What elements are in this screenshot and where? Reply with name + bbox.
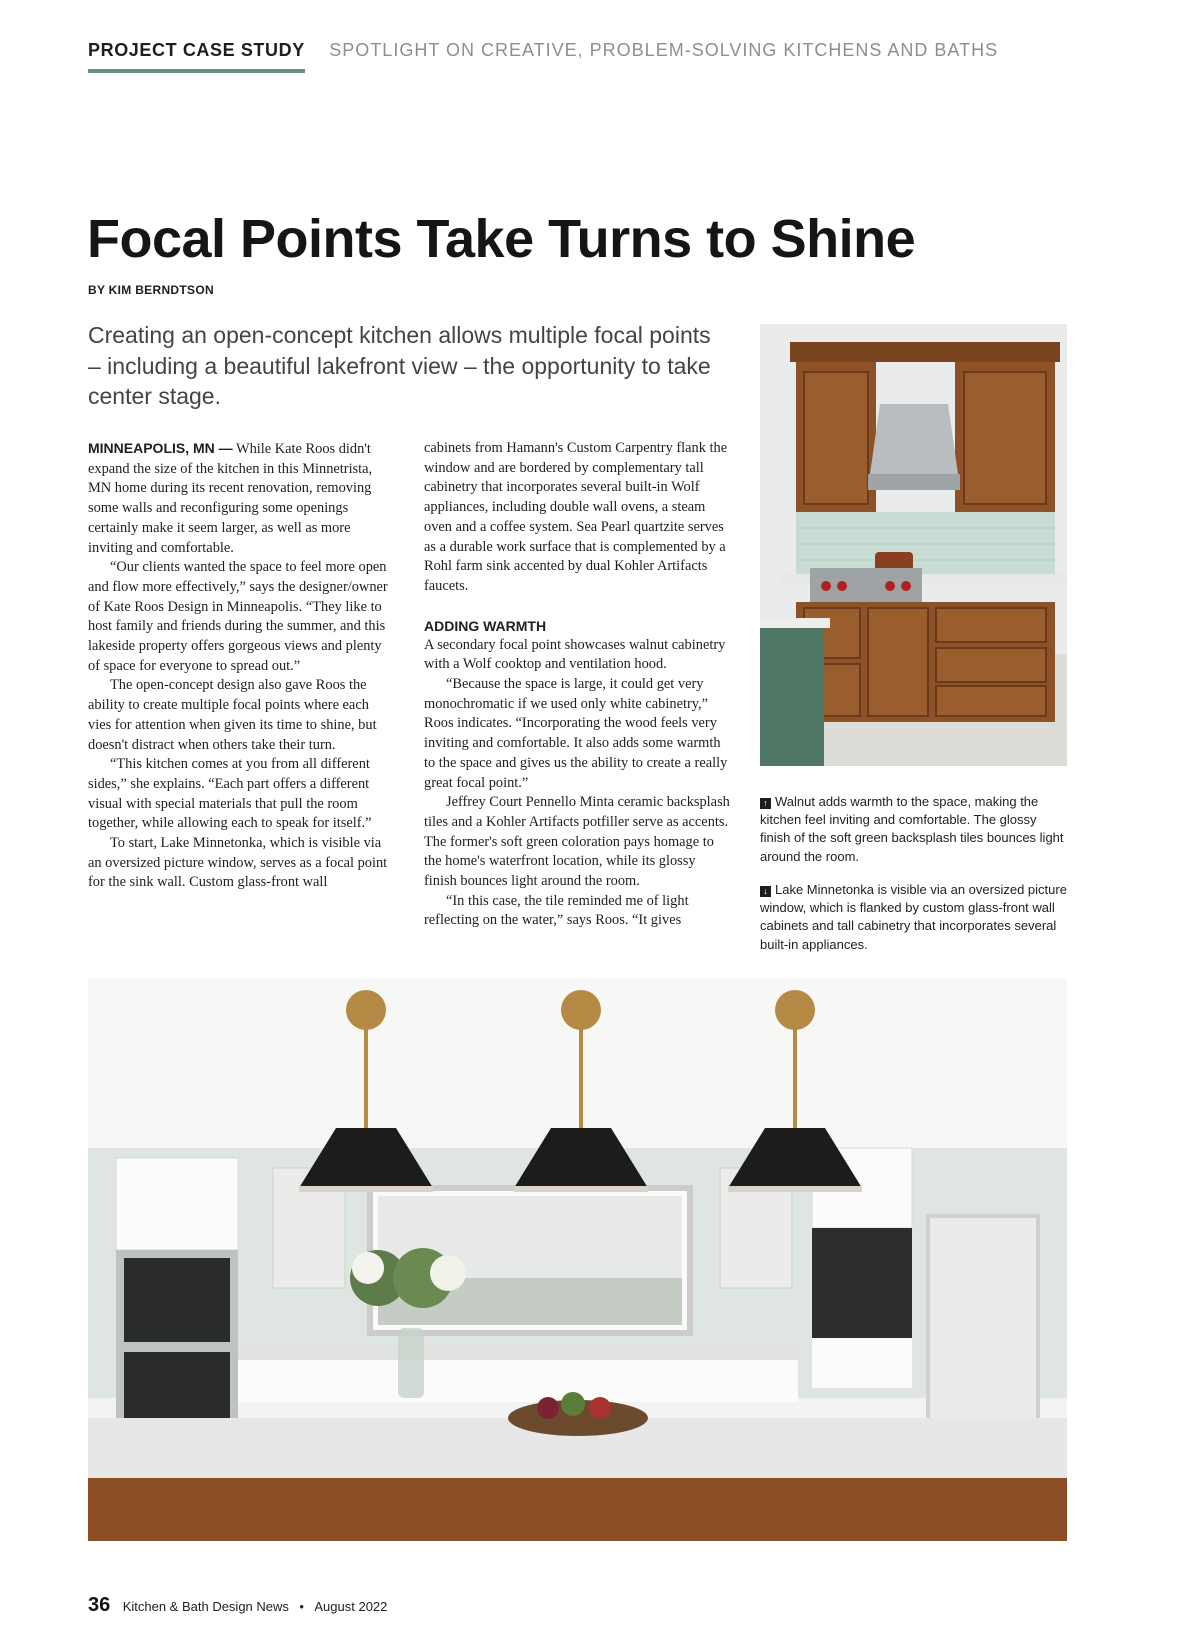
page-number: 36 xyxy=(88,1594,111,1616)
body-paragraph: “In this case, the tile reminded me of light reflecting on the water,” says Roos. “It gives xyxy=(424,892,689,929)
section-tagline: SPOTLIGHT ON CREATIVE, PROBLEM-SOLVING KITCHENS AND BATHS xyxy=(329,40,999,60)
arrow-down-icon: ↓ xyxy=(760,886,771,897)
page-footer xyxy=(88,1594,387,1617)
section-label: PROJECT CASE STUDY xyxy=(88,40,305,73)
publication-name: Kitchen & Bath Design News xyxy=(122,1599,289,1614)
footer-separator: • xyxy=(299,1599,304,1614)
article-byline: BY KIM BERNDTSON xyxy=(88,283,214,297)
section-header xyxy=(88,40,998,74)
article-column-2 xyxy=(424,439,730,931)
arrow-up-icon: ↑ xyxy=(760,798,771,809)
photo-caption xyxy=(760,793,1070,866)
body-paragraph: The open-concept design also gave Roos the ability to create multiple focal points where each vies for attention when given its time to shine, but doesn't distract when others take their turn. xyxy=(88,677,377,753)
article-column-1 xyxy=(88,439,394,893)
photo-caption xyxy=(760,881,1070,954)
issue-date: August 2022 xyxy=(314,1599,388,1614)
caption-text: Lake Minnetonka is visible via an oversized picture window, which is flanked by custom glass-front wall cabinets and tall cabinetry that incorporates several built-in appliances. xyxy=(760,882,1067,952)
walnut-kitchen-photo xyxy=(760,324,1067,766)
dateline: MINNEAPOLIS, MN — xyxy=(88,440,233,456)
body-paragraph: To start, Lake Minnetonka, which is visible via an oversized picture window, serves as a focal point for the sink wall. Custom glass-front wall xyxy=(88,835,388,891)
body-paragraph: “Because the space is large, it could get very monochromatic if we used only white cabinetry,” Roos indicates. “Incorporating the wood feels very inviting and comfortable. It also adds some warmth to the space and gives us the ability to create a really great focal point.” xyxy=(424,676,728,791)
article-deck: Creating an open-concept kitchen allows multiple focal points – including a beautiful lakefront view – the opportunity to take center stage. xyxy=(88,322,711,409)
kitchen-island-photo xyxy=(88,978,1067,1541)
body-paragraph: “Our clients wanted the space to feel more open and flow more effectively,” says the designer/owner of Kate Roos Design in Minneapolis. “They like to host family and friends during the summer, and this lakeside property offers gorgeous views and plenty of space for everyone to spread out.” xyxy=(88,559,388,674)
body-paragraph: “This kitchen comes at you from all different sides,” she explains. “Each part offers a different visual with special materials that pull the room together, while allowing each to speak for itself.” xyxy=(88,756,372,832)
body-paragraph: cabinets from Hamann's Custom Carpentry flank the window and are bordered by complementary tall cabinetry that incorporates several built-in Wolf appliances, including double wall ovens, a steam oven and a coffee system. Sea Pearl quartzite serves as a durable work surface that is complemented by a Rohl farm sink accented by dual Kohler Artifacts faucets. xyxy=(424,440,728,594)
article-title: Focal Points Take Turns to Shine xyxy=(87,209,916,269)
body-paragraph xyxy=(88,439,394,558)
body-paragraph: Jeffrey Court Pennello Minta ceramic backsplash tiles and a Kohler Artifacts potfiller serve as accents. The former's soft green coloration pays homage to the home's waterfront location, while its glossy finish bounces light around the room. xyxy=(424,794,730,890)
subhead: ADDING WARMTH xyxy=(424,617,547,634)
body-paragraph: A secondary focal point showcases walnut cabinetry with a Wolf cooktop and ventilation hood. xyxy=(424,636,726,673)
caption-text: Walnut adds warmth to the space, making the kitchen feel inviting and comfortable. The glossy finish of the soft green backsplash tiles bounces light around the room. xyxy=(760,794,1064,864)
body-text: While Kate Roos didn't expand the size of the kitchen in this Minnetrista, MN home during its recent renovation, removing some walls and reconfiguring some openings certainly make it seem larger, as well as more inviting and comfortable. xyxy=(88,441,373,556)
